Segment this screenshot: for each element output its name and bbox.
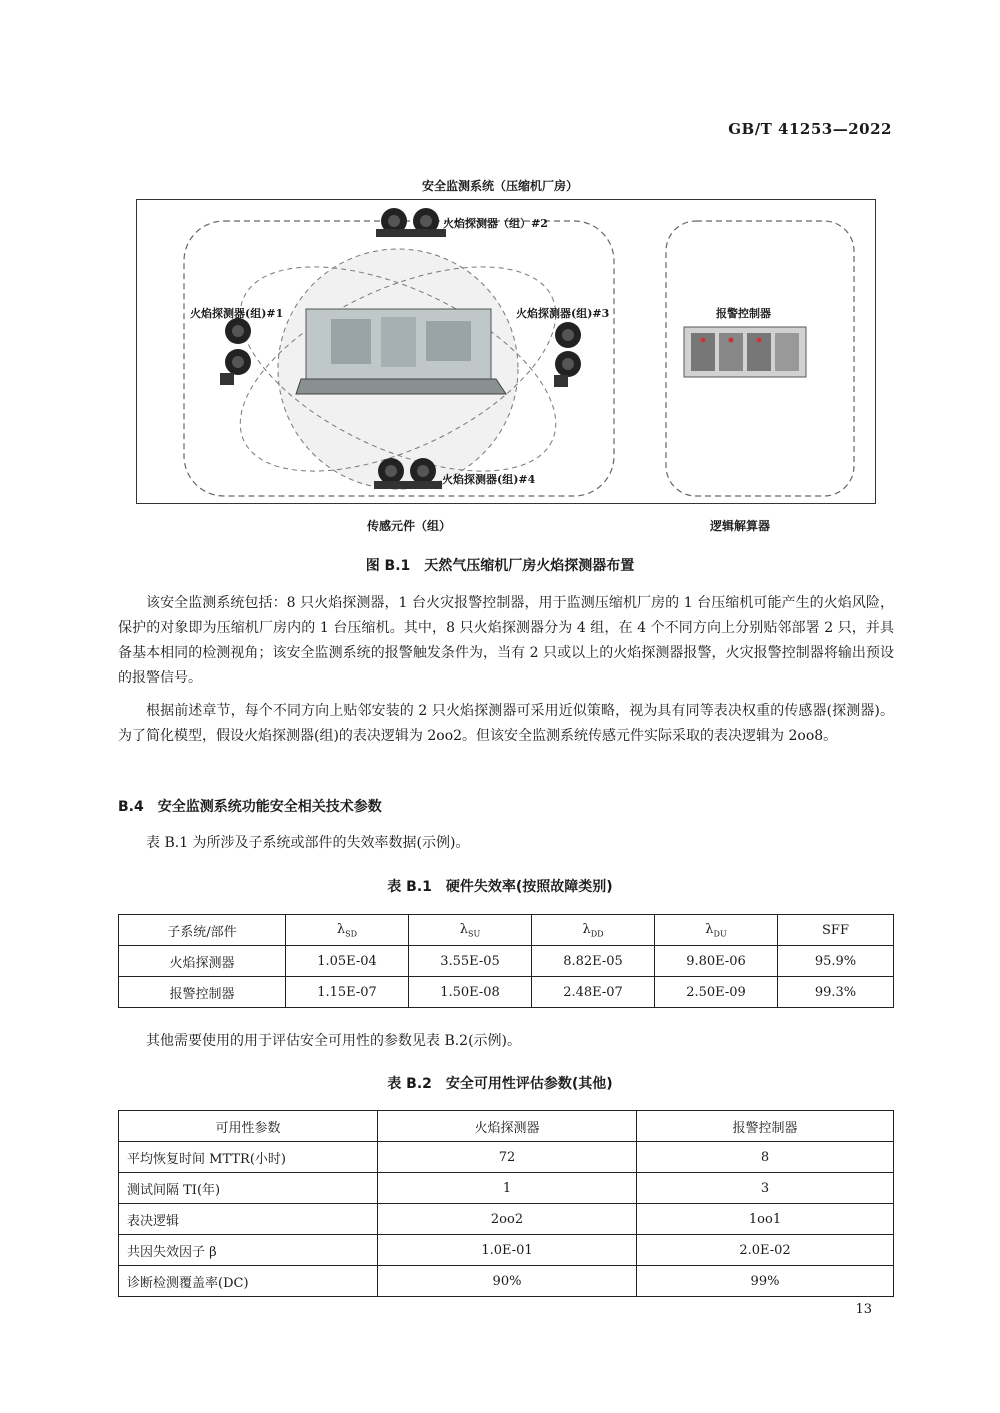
col-detector: 火焰探测器 (378, 1111, 637, 1142)
col-su: $\lambda_{SU}$ (409, 915, 532, 946)
col-dd: $\lambda_{DD}$ (532, 915, 655, 946)
detector-group-3-icon (554, 322, 581, 387)
table-row (119, 977, 894, 1008)
cell-dd: 2.48E-07 (532, 977, 655, 1008)
detector-group-1-icon (220, 318, 251, 385)
cell-param: 平均恢复时间 MTTR(小时) (119, 1142, 378, 1173)
col-sff: SFF (778, 915, 894, 946)
cell-detector: 1 (378, 1173, 637, 1204)
cell-detector: 1.0E-01 (378, 1235, 637, 1266)
cell-du: 9.80E-06 (655, 946, 778, 977)
detector-1-label: 火焰探测器(组)#1 (190, 307, 284, 320)
cell-controller: 3 (637, 1173, 894, 1204)
col-sd: $\lambda_{SD}$ (286, 915, 409, 946)
availability-parameters-table (118, 1110, 894, 1297)
cell-param: 诊断检测覆盖率(DC) (119, 1266, 378, 1297)
logic-solver-label: 逻辑解算器 (710, 519, 771, 533)
alarm-controller-icon (684, 327, 806, 377)
cell-sff: 95.9% (778, 946, 894, 977)
cell-su: 3.55E-05 (409, 946, 532, 977)
table-row (119, 1266, 894, 1297)
detector-group-2-icon (376, 208, 446, 237)
controller-label: 报警控制器 (716, 307, 771, 320)
table2-caption: 表 B.2 安全可用性评估参数(其他) (387, 1076, 613, 1092)
table-row (119, 1173, 894, 1204)
cell-sd: 1.15E-07 (286, 977, 409, 1008)
standard-number: GB/T 41253—2022 (728, 120, 892, 138)
cell-param: 测试间隔 TI(年) (119, 1173, 378, 1204)
cell-controller: 1oo1 (637, 1204, 894, 1235)
detector-2-label: 火焰探测器（组）#2 (443, 217, 548, 230)
page-number: 13 (855, 1302, 872, 1317)
col-name: 子系统/部件 (119, 915, 286, 946)
detector-3-label: 火焰探测器(组)#3 (516, 307, 610, 320)
paragraph-1: 该安全监测系统包括：8 只火焰探测器，1 台火灾报警控制器，用于监测压缩机厂房的 1 台压缩机可能产生的火焰风险，保护的对象即为压缩机厂房内的 1 台压缩机。其中，8 只火焰探测器分为 4 组，在 4 个不同方向上分别贴邻部署 2 只，并具备基本相同的检测视角；该安全监测系统的报警触发条件为，当有 2 只或以上的火焰探测器报警，火灾报警控制器将输出预设的报警信号。 (118, 595, 894, 686)
cell-detector: 2oo2 (378, 1204, 637, 1235)
cell-name: 报警控制器 (119, 977, 286, 1008)
cell-controller: 99% (637, 1266, 894, 1297)
cell-detector: 90% (378, 1266, 637, 1297)
cell-controller: 8 (637, 1142, 894, 1173)
col-controller: 报警控制器 (637, 1111, 894, 1142)
cell-param: 共因失效因子 β (119, 1235, 378, 1266)
cell-sd: 1.05E-04 (286, 946, 409, 977)
cell-dd: 8.82E-05 (532, 946, 655, 977)
figure-caption: 图 B.1 天然气压缩机厂房火焰探测器布置 (365, 558, 635, 574)
table1-caption: 表 B.1 硬件失效率(按照故障类别) (387, 879, 613, 895)
cell-du: 2.50E-09 (655, 977, 778, 1008)
detector-4-label: 火焰探测器(组)#4 (442, 473, 536, 486)
failure-rate-table (118, 914, 894, 1008)
cell-param: 表决逻辑 (119, 1204, 378, 1235)
cell-name: 火焰探测器 (119, 946, 286, 977)
col-param: 可用性参数 (119, 1111, 378, 1142)
col-du: $\lambda_{DU}$ (655, 915, 778, 946)
flame-detector-layout-figure (136, 199, 876, 504)
sensor-group-label: 传感元件（组） (367, 519, 452, 533)
table-row (119, 1142, 894, 1173)
paragraph-2: 根据前述章节，每个不同方向上贴邻安装的 2 只火焰探测器可采用近似策略，视为具有同等表决权重的传感器(探测器)。为了简化模型，假设火焰探测器(组)的表决逻辑为 2oo2。但该安全监测系统传感元件实际采取的表决逻辑为 2oo8。 (118, 703, 894, 744)
figure-top-title: 安全监测系统（压缩机厂房） (421, 179, 578, 193)
table-row (119, 946, 894, 977)
table1-intro: 表 B.1 为所涉及子系统或部件的失效率数据(示例)。 (146, 835, 470, 851)
table2-intro: 其他需要使用的用于评估安全可用性的参数见表 B.2(示例)。 (146, 1033, 522, 1049)
section-heading: B.4 安全监测系统功能安全相关技术参数 (118, 799, 382, 815)
table-row (119, 1204, 894, 1235)
cell-controller: 2.0E-02 (637, 1235, 894, 1266)
table-header-row (119, 1111, 894, 1142)
cell-su: 1.50E-08 (409, 977, 532, 1008)
cell-detector: 72 (378, 1142, 637, 1173)
table-row (119, 1235, 894, 1266)
cell-sff: 99.3% (778, 977, 894, 1008)
table-header-row (119, 915, 894, 946)
